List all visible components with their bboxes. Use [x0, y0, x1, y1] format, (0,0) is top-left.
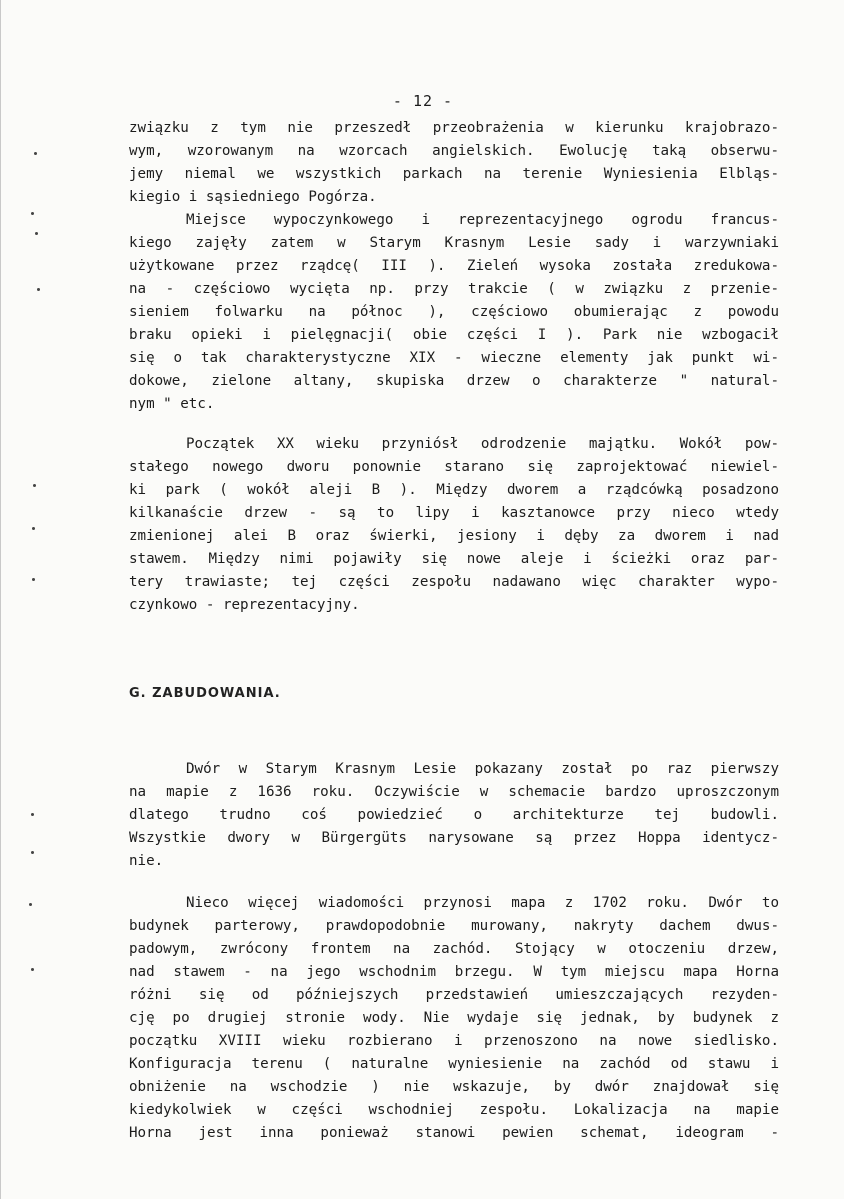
scan-speck [31, 813, 34, 816]
text-line: dlatego trudno coś powiedzieć o architekturze tej budowli. [129, 807, 779, 823]
text-line: nie. [129, 853, 164, 869]
text-line: ki park ( wokół alejі B ). Między dworem a rządcówką posadzono [129, 482, 779, 498]
text-line: na - częściowo wycięta np. przy trakcie ( w związku z przenie- [129, 281, 779, 297]
text-line: na mapie z 1636 roku. Oczywiście w schemacie bardzo uproszczonym [129, 784, 779, 800]
text-line: stawem. Między nimi pojawiły się nowe aleje i ścieżki oraz par- [129, 551, 779, 567]
text-line: Wszystkie dwory w Bürgergüts narysowane są przez Hoppa identycz- [129, 830, 779, 846]
text-line: wym, wzorowanym na wzorcach angielskich. Ewolucję taką obserwu- [129, 143, 779, 159]
text-line: zmienionej alei B oraz świerki, jesiony i dęby za dworem i nad [129, 528, 779, 544]
text-line: nad stawem - na jego wschodnim brzegu. W tym miejscu mapa Horna [129, 964, 779, 980]
scan-speck [29, 903, 32, 906]
text-line: budynek parterowy, prawdopodobnie murowany, nakryty dachem dwus- [129, 918, 779, 934]
text-line: czynkowo - reprezentacyjny. [129, 597, 360, 613]
text-line: dokowe, zielone altany, skupiska drzew o charakterze " natural- [129, 373, 779, 389]
section-heading: G. ZABUDOWANIA. [129, 686, 281, 701]
scan-speck [35, 232, 38, 235]
text-line: kilkanaście drzew - są to lipy i kasztanowce przy nieco wtedy [129, 505, 779, 521]
scan-speck [32, 527, 35, 530]
text-line: Dwór w Starym Krasnym Lesie pokazany został po raz pierwszy [186, 761, 779, 777]
text-line: jemy niemal we wszystkich parkach na terenie Wyniesienia Elbląs- [129, 166, 779, 182]
text-line: sieniem folwarku na północ ), częściowo obumierając z powodu [129, 304, 779, 320]
text-line: tery trawiaste; tej części zespołu nadawano więc charakter wypo- [129, 574, 779, 590]
text-line: padowym, zwrócony frontem na zachód. Stojący w otoczeniu drzew, [129, 941, 779, 957]
text-line: cję po drugiej stronie wody. Nie wydaje się jednak, by budynek z [129, 1010, 779, 1026]
text-line: Początek XX wieku przyniósł odrodzenie majątku. Wokół pow- [186, 436, 779, 452]
scan-speck [32, 578, 35, 581]
text-line: nym " etc. [129, 396, 215, 412]
text-line: użytkowane przez rządcę( III ). Zieleń wysoka została zredukowa- [129, 258, 779, 274]
text-line: stałego nowego dworu ponownie starano się zaprojektować niewiel- [129, 459, 779, 475]
text-line: obniżenie na wschodzie ) nie wskazuje, by dwór znajdował się [129, 1079, 779, 1095]
scan-speck [31, 212, 34, 215]
text-line: kiedykolwiek w części wschodniej zespołu. Lokalizacja na mapie [129, 1102, 779, 1118]
text-line: Nieco więcej wiadomości przynosi mapa z 1702 roku. Dwór to [186, 895, 779, 911]
text-line: kiego zajęły zatem w Starym Krasnym Lesie sady i warzywniaki [129, 235, 779, 251]
scan-speck [31, 968, 34, 971]
scan-speck [34, 152, 37, 155]
text-line: związku z tym nie przeszedł przeobrażenia w kierunku krajobrazo- [129, 120, 779, 136]
text-line: różni się od późniejszych przedstawień umieszczających rezyden- [129, 987, 779, 1003]
text-line: Miejsce wypoczynkowego i reprezentacyjnego ogrodu francus- [186, 212, 779, 228]
scan-speck [33, 484, 36, 487]
text-line: kiegio i sąsiedniego Pogórza. [129, 189, 377, 205]
scan-speck [31, 851, 34, 854]
text-line: Konfiguracja terenu ( naturalne wyniesienie na zachód od stawu i [129, 1056, 779, 1072]
text-line: się o tak charakterystyczne XIX - wieczne elementy jak punkt wi- [129, 350, 779, 366]
scan-speck [37, 288, 40, 291]
text-line: braku opieki i pielęgnacji( obie części I ). Park nie wzbogacił [129, 327, 779, 343]
page-number: - 12 - [392, 92, 454, 110]
text-line: Horna jest inna ponieważ stanowi pewien schemat, ideogram - [129, 1125, 779, 1141]
text-line: początku XVIII wieku rozbierano i przenoszono na nowe siedlisko. [129, 1033, 779, 1049]
